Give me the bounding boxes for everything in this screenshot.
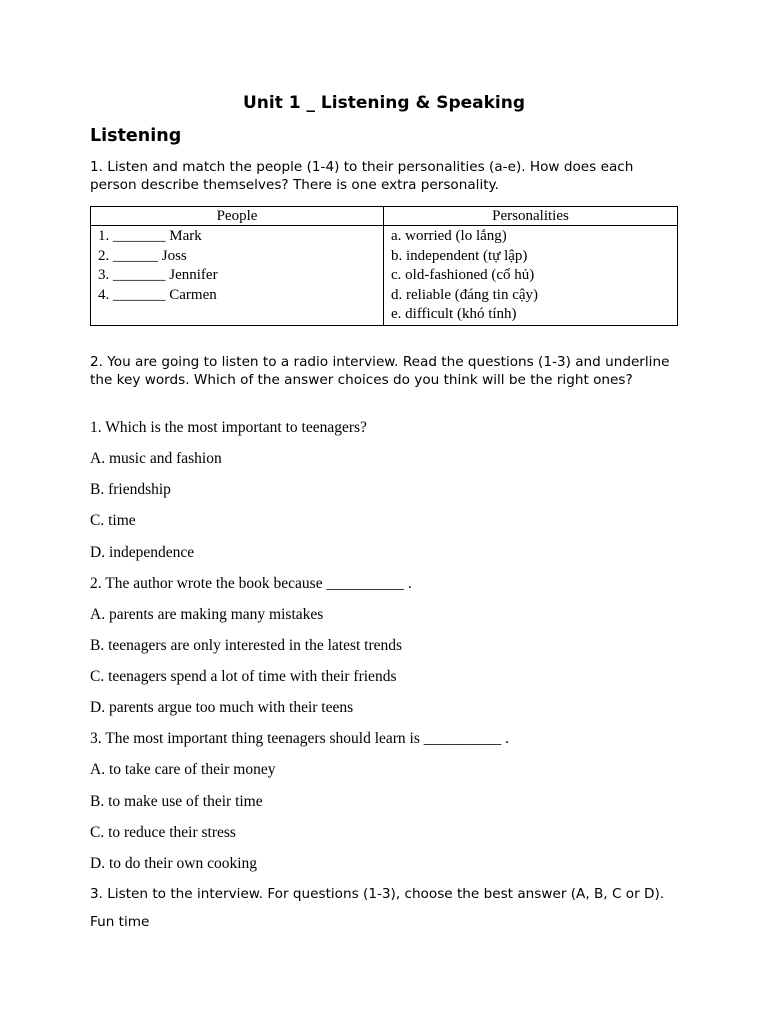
answer-option: B. teenagers are only interested in the latest trends xyxy=(90,637,403,654)
table-header-people: People xyxy=(91,207,384,226)
matching-table xyxy=(90,206,678,326)
question-1: 1. Which is the most important to teenagers? xyxy=(90,419,367,436)
answer-option: D. to do their own cooking xyxy=(90,855,258,872)
answer-option: C. time xyxy=(90,512,136,529)
people-item: 3. _______ Jennifer xyxy=(98,267,218,283)
answer-option: C. to reduce their stress xyxy=(90,824,236,841)
answer-option: A. music and fashion xyxy=(90,450,222,467)
fun-time-heading: Fun time xyxy=(90,914,150,930)
personality-item: e. difficult (khó tính) xyxy=(391,306,517,322)
task1-instruction: 1. Listen and match the people (1-4) to their personalities (a-e). How does each person describe themselves? There is one extra personality. xyxy=(90,159,634,193)
personality-item: a. worried (lo lắng) xyxy=(391,228,507,244)
table-row xyxy=(91,226,678,326)
answer-option: D. independence xyxy=(90,544,195,561)
personality-item: d. reliable (đáng tin cậy) xyxy=(391,286,539,303)
answer-option: B. to make use of their time xyxy=(90,793,263,810)
personality-item: c. old-fashioned (cổ hủ) xyxy=(391,267,535,283)
answer-option: A. parents are making many mistakes xyxy=(90,606,324,623)
table-header-personalities: Personalities xyxy=(384,207,678,226)
personality-item: b. independent (tự lập) xyxy=(391,247,528,264)
question-2: 2. The author wrote the book because __________ . xyxy=(90,575,412,592)
answer-option: C. teenagers spend a lot of time with their friends xyxy=(90,668,397,685)
people-item: 2. ______ Joss xyxy=(98,247,187,264)
question-3: 3. The most important thing teenagers should learn is __________ . xyxy=(90,730,510,747)
people-item: 4. _______ Carmen xyxy=(98,286,217,303)
table-header-row xyxy=(91,207,678,226)
task2-instruction: 2. You are going to listen to a radio interview. Read the questions (1-3) and underline the key words. Which of the answer choices do you think will be the right ones? xyxy=(90,354,670,388)
page-title: Unit 1 _ Listening & Speaking xyxy=(242,93,526,113)
people-item: 1. _______ Mark xyxy=(98,228,202,244)
task3-instruction: 3. Listen to the interview. For questions (1-3), choose the best answer (A, B, C or D). xyxy=(90,886,665,902)
personalities-cell xyxy=(384,226,678,326)
people-cell xyxy=(91,226,384,326)
answer-option: A. to take care of their money xyxy=(90,761,276,778)
answer-option: D. parents argue too much with their teens xyxy=(90,699,354,716)
section-heading: Listening xyxy=(90,126,182,146)
answer-option: B. friendship xyxy=(90,481,171,498)
